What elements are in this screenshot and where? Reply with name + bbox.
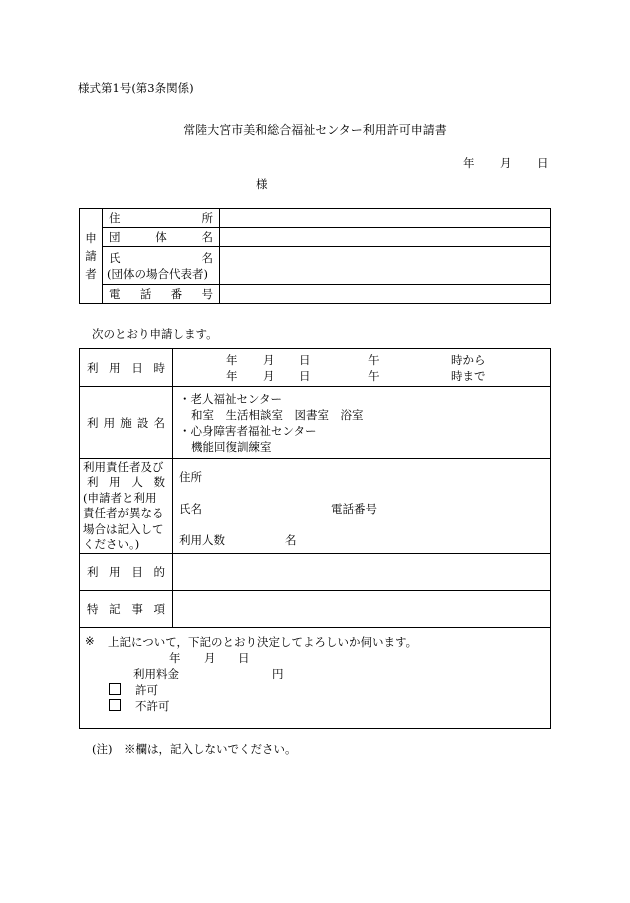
responsible-person-label: 利用責任者及び 利 用 人 数 (申請者と利用 責任者が異なる 場合は記入して ください。) [80, 459, 173, 554]
org-name-field[interactable] [220, 228, 551, 247]
fee-unit: 円 [272, 667, 284, 681]
datetime-field[interactable]: 年 月 日 午 時から 年 月 日 午 時まで [173, 349, 551, 387]
facility-label: 利 用 施 設 名 [80, 387, 173, 459]
intro-text: 次のとおり申請します。 [92, 327, 218, 341]
footnote: (注) ※欄は，記入しないでください。 [92, 742, 297, 756]
form-title: 常陸大宮市美和総合福祉センター利用許可申請書 [183, 123, 447, 137]
resp-count-label: 利用人数 [179, 533, 225, 547]
date-month: 月 [500, 156, 512, 170]
fee-label: 利用料金 [133, 667, 179, 681]
org-name-label: 団 体 名 [103, 228, 220, 247]
purpose-field[interactable] [173, 554, 551, 591]
resp-count-unit: 名 [285, 533, 297, 547]
remarks-field[interactable] [173, 591, 551, 628]
permit-option[interactable]: 許可 [109, 682, 158, 698]
date-year: 年 [463, 156, 475, 170]
resp-address-label: 住所 [179, 470, 202, 484]
office-month: 月 [204, 651, 216, 665]
addressee-suffix: 様 [256, 177, 268, 191]
permit-checkbox [109, 683, 121, 695]
deny-option[interactable]: 不許可 [109, 698, 170, 714]
deny-checkbox [109, 699, 121, 711]
responsible-person-field[interactable] [173, 459, 551, 554]
facility-list[interactable]: ・老人福祉センター 和室 生活相談室 図書室 浴室 ・心身障害者福祉センター 機能回復訓練室 [173, 387, 551, 459]
resp-phone-label: 電話番号 [331, 502, 377, 516]
form-number: 様式第1号(第3条関係) [78, 81, 194, 95]
date-day: 日 [537, 156, 549, 170]
address-field[interactable] [220, 209, 551, 228]
office-day: 日 [238, 651, 250, 665]
remarks-label: 特 記 事 項 [80, 591, 173, 628]
phone-field[interactable] [220, 285, 551, 304]
applicant-section-label: 申 請 者 [80, 209, 103, 304]
resp-name-label: 氏名 [179, 502, 202, 516]
applicant-name-field[interactable] [220, 247, 551, 285]
datetime-label: 利 用 日 時 [80, 349, 173, 387]
office-use-section [80, 628, 551, 729]
usage-table [79, 348, 551, 729]
address-label: 住 所 [103, 209, 220, 228]
office-text: 上記について，下記のとおり決定してよろしいか伺います。 [108, 635, 418, 649]
phone-label: 電 話 番 号 [103, 285, 220, 304]
applicant-table [79, 208, 551, 304]
office-year: 年 [169, 651, 181, 665]
applicant-name-label: 氏 名 (団体の場合代表者) [103, 247, 220, 285]
office-mark: ※ [85, 634, 95, 648]
purpose-label: 利 用 目 的 [80, 554, 173, 591]
